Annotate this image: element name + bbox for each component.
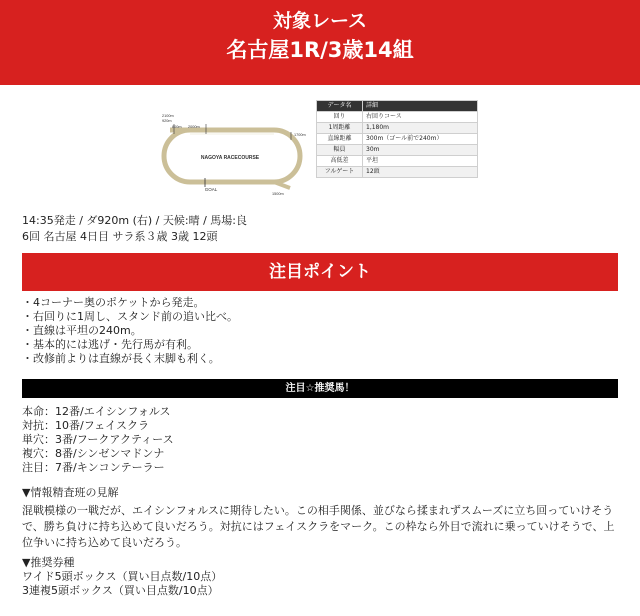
dist-label-2100: 2100m xyxy=(162,114,174,118)
goal-label: GOAL xyxy=(204,187,218,192)
table-row xyxy=(317,123,478,134)
list-item: ・基本的には逃げ・先行馬が有利。 xyxy=(22,338,198,351)
table-cell-value: 右回りコース xyxy=(363,112,478,123)
table-row xyxy=(317,112,478,123)
table-header-key: データ名 xyxy=(317,101,363,112)
table-cell-key: フルゲート xyxy=(317,167,363,178)
table-cell-value: 平坦 xyxy=(363,156,478,167)
analysis-body: 混戦模様の一戦だが、エイシンフォルスに期待したい。この相手関係、並びなら揉まれずスムーズに立ち回っていけそうで、勝ち負けに持ち込めて良いだろう。対抗にはフェイスクラをマーク。この枠なら外目で流れに乗っていけそうで、上位争いに持ち込めて良いだろう。 xyxy=(22,504,615,549)
ticket-item: 3連複5頭ボックス（買い目点数/10点） xyxy=(22,584,219,597)
race-meeting: 6回 名古屋 4日目 サラ系３歳 3歳 12頭 xyxy=(22,230,218,243)
table-row xyxy=(317,134,478,145)
table-cell-value: 1,180m xyxy=(363,123,478,134)
table-cell-key: 幅員 xyxy=(317,145,363,156)
course-stretch-extension xyxy=(274,182,290,188)
pick-item: 対抗：10番/フェイスクラ xyxy=(22,419,150,432)
table-row xyxy=(317,167,478,178)
race-name: 名古屋1R/3歳14組 xyxy=(226,38,414,62)
table-cell-key: 高低差 xyxy=(317,156,363,167)
table-row xyxy=(317,145,478,156)
dist-label-1700: 1700m xyxy=(294,133,306,137)
list-item: ・右回りに1周し、スタンド前の追い比べ。 xyxy=(22,310,238,323)
header-title: 対象レース xyxy=(272,10,368,32)
venue-label: NAGOYA RACECOURSE xyxy=(200,155,260,161)
pick-item: 本命：12番/エイシンフォルス xyxy=(22,405,171,418)
pick-list xyxy=(22,405,174,475)
table-cell-value: 12頭 xyxy=(363,167,478,178)
table-cell-key: 回り xyxy=(317,112,363,123)
dist-label-1500: 1500m xyxy=(272,192,284,196)
table-cell-key: 1周距離 xyxy=(317,123,363,134)
dist-label-800: 800m xyxy=(172,125,182,129)
list-item: ・4コーナー奥のポケットから発走。 xyxy=(22,296,205,309)
point-list xyxy=(22,296,622,366)
dist-label-920: 920m xyxy=(162,119,172,123)
table-header-value: 詳細 xyxy=(363,101,478,112)
pick-item: 単穴：3番/フークアクティース xyxy=(22,433,174,446)
ticket-section xyxy=(22,556,222,598)
race-conditions: 14:35発走 / ダ920m (右) / 天候:晴 / 馬場:良 xyxy=(22,214,247,227)
course-map xyxy=(150,108,310,198)
ticket-heading: ▼推奨券種 xyxy=(22,556,75,569)
pick-item: 複穴：8番/シンゼンマドンナ xyxy=(22,447,165,460)
course-info-table xyxy=(316,100,478,178)
list-item: ・改修前よりは直線が長く末脚も利く。 xyxy=(22,352,220,365)
table-cell-value: 30m xyxy=(363,145,478,156)
table-cell-value: 300m（ゴール前で240m） xyxy=(363,134,478,145)
analysis-section xyxy=(22,486,618,551)
analysis-heading: ▼情報精査班の見解 xyxy=(22,486,119,499)
dist-label-2000: 2000m xyxy=(188,125,200,129)
recommended-banner: 注目☆推奨馬！ xyxy=(22,379,618,398)
ticket-item: ワイド5頭ボックス（買い目点数/10点） xyxy=(22,570,223,583)
table-cell-key: 直線距離 xyxy=(317,134,363,145)
table-header-row xyxy=(317,101,478,112)
list-item: ・直線は平坦の240m。 xyxy=(22,324,142,337)
table-row xyxy=(317,156,478,167)
pick-item: 注目：7番/キンコンテーラー xyxy=(22,461,165,474)
race-header xyxy=(0,0,640,85)
point-banner: 注目ポイント xyxy=(22,253,618,291)
